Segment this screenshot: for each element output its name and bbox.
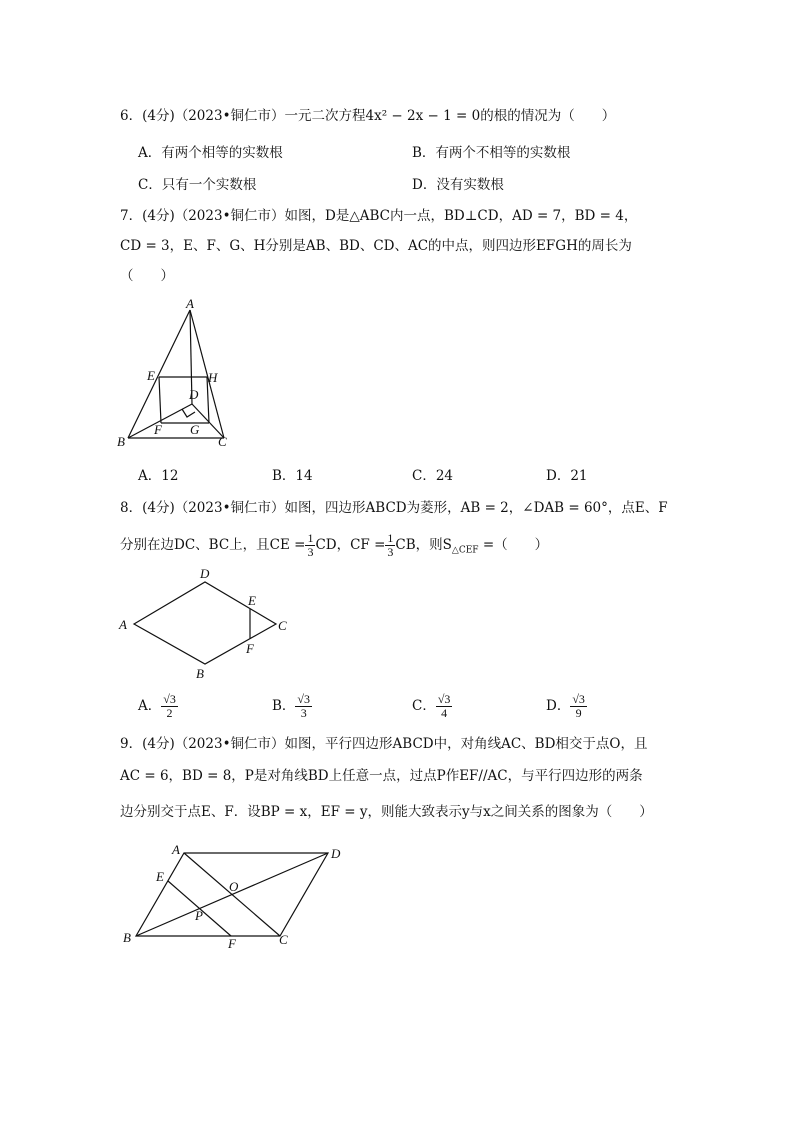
q8-frac-cf (385, 532, 395, 559)
q7-label-a: A (186, 298, 194, 311)
q8-option-c-den: 4 (441, 706, 448, 720)
q7-stem-line3: （ ） (120, 268, 174, 284)
q8-line2-a: 分别在边DC、BC上，且CE = (120, 537, 306, 553)
q7-label-d: D (189, 387, 199, 402)
q9-label-o: O (229, 879, 239, 894)
q8-option-b[interactable] (272, 693, 312, 720)
q8-option-a-frac (161, 693, 178, 720)
q6-option-a[interactable]: A．有两个相等的实数根 (138, 145, 283, 161)
q9-label-d: D (331, 846, 341, 861)
q8-label-e: E (248, 593, 256, 608)
q7-label-c: C (218, 434, 227, 449)
q7-label-g: G (190, 422, 200, 437)
q8-figure (112, 566, 298, 684)
q7-figure (112, 298, 242, 450)
q8-option-b-num: √3 (297, 692, 311, 706)
q9-stem-line1: 9．(4分)（2023•铜仁市）如图，平行四边形ABCD中，对角线AC、BD相交于点O，且 (120, 736, 648, 752)
q9-label-p: P (195, 908, 203, 923)
q8-option-a-den: 2 (166, 706, 173, 720)
q8-option-c-letter: C． (412, 698, 436, 714)
q8-option-b-frac (295, 693, 312, 720)
q8-option-c-num: √3 (437, 692, 451, 706)
q9-label-b: B (123, 930, 131, 945)
q6-option-b[interactable]: B．有两个不相等的实数根 (412, 145, 571, 161)
q8-frac-ce-den: 3 (307, 545, 314, 559)
q8-line2-sub: △CEF (451, 545, 479, 556)
q8-frac-ce (305, 532, 315, 559)
q8-option-a[interactable] (138, 693, 178, 720)
q8-option-d-den: 9 (575, 706, 582, 720)
q8-line2-b: CD，CF = (315, 537, 386, 553)
q8-option-d[interactable] (546, 693, 587, 720)
q6-stem: 6．(4分)（2023•铜仁市）一元二次方程4x² − 2x − 1 = 0的根的情况为（ ） (120, 108, 616, 124)
q7-option-c[interactable]: C．24 (412, 468, 454, 484)
q6-option-d[interactable]: D．没有实数根 (412, 177, 504, 193)
q8-option-c[interactable] (412, 693, 452, 720)
q8-option-d-letter: D． (546, 698, 571, 714)
q8-label-b: B (196, 666, 204, 681)
q8-label-c: C (278, 618, 287, 633)
q8-stem-line1: 8．(4分)（2023•铜仁市）如图，四边形ABCD为菱形，AB = 2，∠DAB = 60°，点E、F (120, 500, 668, 516)
q7-label-b: B (117, 434, 125, 449)
q8-label-f: F (246, 641, 254, 656)
q8-label-a: A (119, 617, 127, 632)
q9-stem-line3: 边分别交于点E、F．设BP = x，EF = y，则能大致表示y与x之间关系的图象为（ ） (120, 804, 653, 820)
q8-option-d-num: √3 (572, 692, 585, 706)
q8-frac-cf-num: 1 (387, 531, 394, 545)
q9-label-c: C (279, 932, 288, 947)
q8-option-b-letter: B． (272, 698, 296, 714)
q8-option-d-frac (570, 693, 587, 720)
q8-frac-ce-num: 1 (307, 531, 314, 545)
q9-stem-line2: AC = 6，BD = 8，P是对角线BD上任意一点，过点P作EF//AC，与平行四边形的两条 (120, 768, 643, 784)
q9-label-f: F (228, 936, 236, 951)
q9-label-a: A (172, 842, 180, 857)
q7-option-b[interactable]: B．14 (272, 468, 313, 484)
q7-stem-line1: 7．(4分)（2023•铜仁市）如图，D是△ABC内一点，BD⊥CD，AD = 7，BD = 4， (120, 208, 638, 224)
q7-label-f: F (154, 422, 162, 437)
q7-option-d[interactable]: D．21 (546, 468, 588, 484)
q6-option-c[interactable]: C．只有一个实数根 (138, 177, 257, 193)
q8-option-a-letter: A． (138, 698, 162, 714)
q8-option-a-num: √3 (163, 692, 176, 706)
q7-label-h: H (208, 370, 218, 385)
q7-stem-line2: CD = 3，E、F、G、H分别是AB、BD、CD、AC的中点，则四边形EFGH的周长为 (120, 238, 632, 254)
q9-label-e: E (156, 869, 164, 884)
q8-frac-cf-den: 3 (387, 545, 394, 559)
q7-label-e: E (147, 368, 155, 383)
q8-line2-c: CB，则S (395, 537, 452, 553)
q8-option-b-den: 3 (300, 706, 307, 720)
q8-line2-d: =（ ） (478, 537, 549, 553)
q9-figure (112, 838, 352, 956)
q8-label-d: D (200, 566, 210, 581)
q8-stem-line2 (120, 532, 548, 561)
q8-option-c-frac (436, 693, 453, 720)
q7-option-a[interactable]: A．12 (138, 468, 179, 484)
